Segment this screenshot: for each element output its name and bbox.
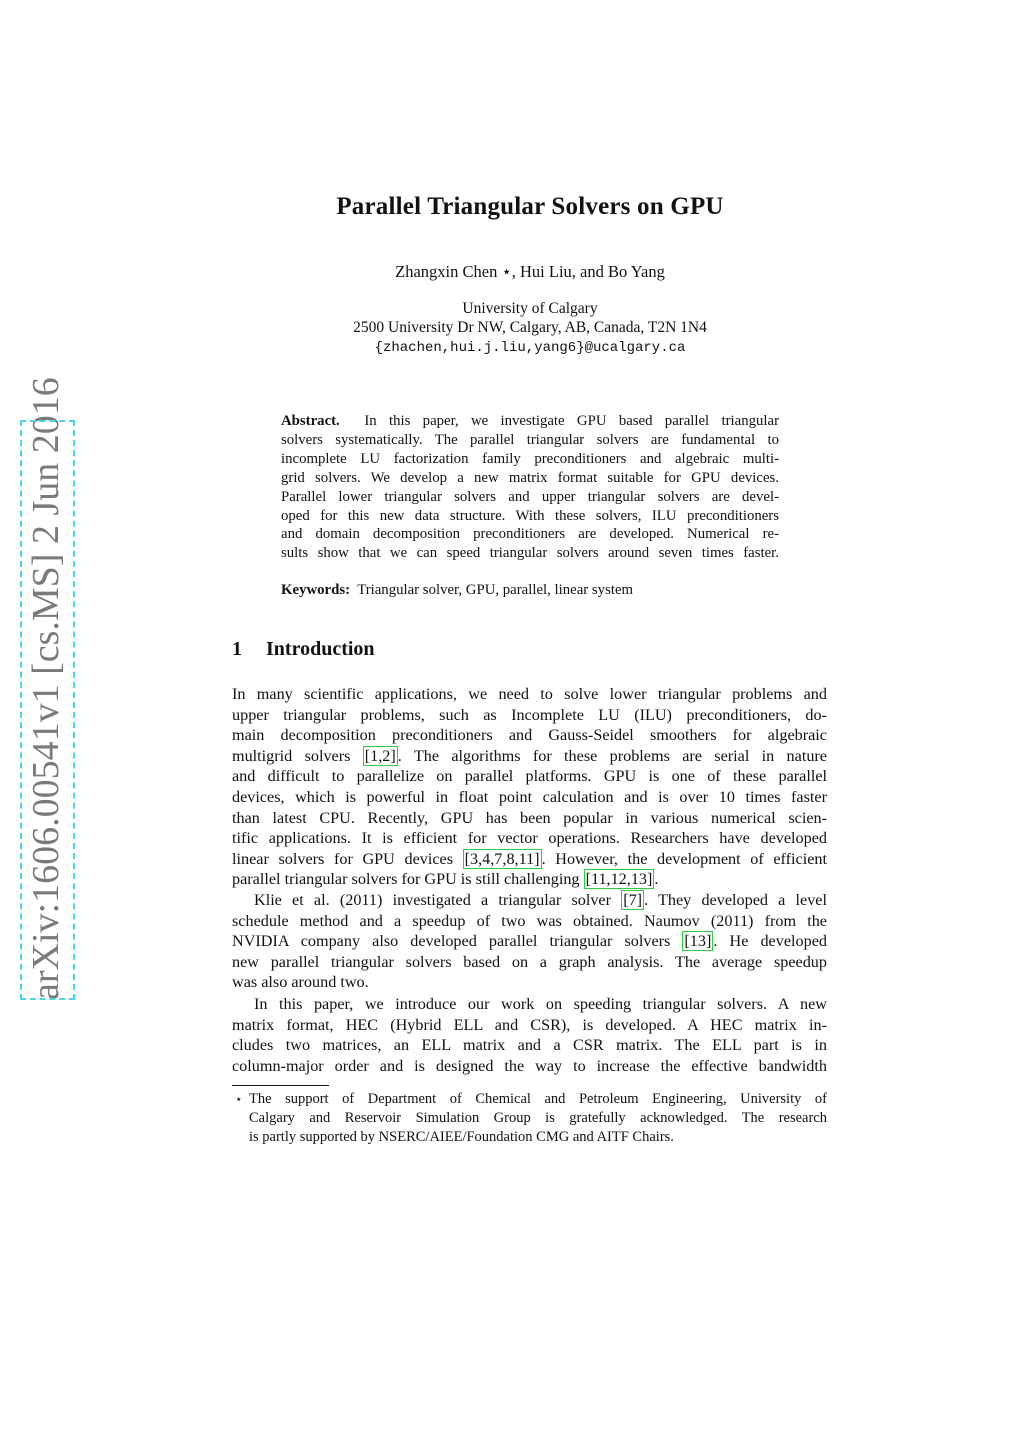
text-line bbox=[232, 849, 827, 870]
text-line: matrix format, HEC (Hybrid ELL and CSR), is developed. A HEC matrix in- bbox=[232, 1015, 827, 1034]
text-line: and difficult to parallelize on parallel platforms. GPU is one of these parallel bbox=[232, 767, 827, 786]
text-line: new parallel triangular solvers based on a graph analysis. The average speedup bbox=[232, 952, 827, 971]
text-fragment: parallel triangular solvers for GPU is still challenging bbox=[232, 870, 584, 889]
text-fragment: Klie et al. (2011) investigated a triangular solver bbox=[254, 891, 622, 909]
section-heading bbox=[232, 638, 375, 661]
citation-link[interactable]: [1,2] bbox=[364, 746, 396, 765]
citation-link[interactable]: [7] bbox=[623, 891, 643, 909]
abstract-line: oped for this new data structure. With these solvers, ILU preconditioners bbox=[281, 507, 779, 524]
abstract-label: Abstract. bbox=[281, 413, 340, 429]
text-line bbox=[232, 931, 827, 952]
footnote-line: Calgary and Reservoir Simulation Group is gratefully acknowledged. The research bbox=[249, 1110, 827, 1126]
text-fragment: . They developed a level bbox=[644, 891, 827, 909]
text-line: main decomposition preconditioners and Gauss-Seidel smoothers for algebraic bbox=[232, 726, 827, 745]
text-fragment: linear solvers for GPU devices bbox=[232, 849, 463, 868]
text-line: than latest CPU. Recently, GPU has been popular in various numerical scien- bbox=[232, 808, 827, 827]
text-line bbox=[232, 746, 827, 767]
citation-link[interactable]: [11,12,13] bbox=[585, 870, 653, 889]
paragraph-3 bbox=[232, 994, 827, 1076]
section-title: Introduction bbox=[266, 638, 375, 660]
text-line: In many scientific applications, we need to solve lower triangular problems and bbox=[232, 685, 827, 703]
text-line: cludes two matrices, an ELL matrix and a CSR matrix. The ELL part is in bbox=[232, 1036, 827, 1055]
abstract-line: grid solvers. We develop a new matrix format suitable for GPU devices. bbox=[281, 469, 779, 486]
author-email[interactable]: {zhachen,hui.j.liu,yang6}@ucalgary.ca bbox=[374, 340, 686, 356]
text-line: schedule method and a speedup of two was obtained. Naumov (2011) from the bbox=[232, 911, 827, 930]
text-line: upper triangular problems, such as Incomplete LU (ILU) preconditioners, do- bbox=[232, 705, 827, 724]
footnote-divider bbox=[232, 1085, 329, 1086]
keywords bbox=[281, 582, 779, 599]
keywords-text: Triangular solver, GPU, parallel, linear system bbox=[357, 582, 634, 598]
affiliation-institution: University of Calgary bbox=[462, 300, 598, 317]
text-fragment: . He developed bbox=[713, 932, 827, 951]
footnote bbox=[232, 1090, 827, 1147]
citation-link[interactable]: [13] bbox=[684, 932, 712, 951]
paragraph-1 bbox=[232, 684, 827, 890]
author-list: Zhangxin Chen ⋆, Hui Liu, and Bo Yang bbox=[395, 262, 665, 281]
text-line: tific applications. It is efficient for vector operations. Researchers have developed bbox=[232, 829, 827, 848]
abstract-line: solvers systematically. The parallel triangular solvers are fundamental to bbox=[281, 431, 779, 448]
abstract-line: and domain decomposition preconditioners are developed. Numerical re- bbox=[281, 526, 779, 543]
abstract-line: In this paper, we investigate GPU based parallel triangular bbox=[364, 413, 779, 429]
text-fragment: multigrid solvers bbox=[232, 746, 363, 765]
text-fragment: . The algorithms for these problems are serial in nature bbox=[397, 746, 827, 765]
citation-link[interactable]: [3,4,7,8,11] bbox=[464, 849, 540, 868]
text-fragment: . bbox=[654, 870, 659, 889]
footnote-line: is partly supported by NSERC/AIEE/Foundation CMG and AITF Chairs. bbox=[249, 1129, 674, 1145]
paper-title: Parallel Triangular Solvers on GPU bbox=[336, 193, 724, 220]
text-fragment: . However, the development of efficient bbox=[541, 849, 827, 868]
text-line: was also around two. bbox=[232, 973, 369, 992]
abstract-line: Parallel lower triangular solvers and upper triangular solvers are devel- bbox=[281, 488, 779, 505]
paragraph-2 bbox=[232, 890, 827, 993]
abstract bbox=[281, 412, 779, 563]
keywords-label: Keywords: bbox=[281, 582, 351, 598]
text-line bbox=[232, 890, 827, 911]
abstract-line: incomplete LU factorization family preconditioners and algebraic multi- bbox=[281, 450, 779, 467]
text-line: In this paper, we introduce our work on speeding triangular solvers. A new bbox=[254, 995, 827, 1013]
footnote-line: The support of Department of Chemical and Petroleum Engineering, University of bbox=[249, 1091, 827, 1107]
text-line: devices, which is powerful in float point calculation and is over 10 times faster bbox=[232, 787, 827, 806]
abstract-line: sults show that we can speed triangular solvers around seven times faster. bbox=[281, 545, 779, 562]
text-fragment: NVIDIA company also developed parallel triangular solvers bbox=[232, 932, 683, 951]
footnote-mark: ⋆ bbox=[235, 1092, 243, 1106]
text-line: column-major order and is designed the way to increase the effective bandwidth bbox=[232, 1056, 827, 1075]
section-number: 1 bbox=[232, 638, 242, 660]
text-line bbox=[232, 869, 827, 890]
affiliation-address: 2500 University Dr NW, Calgary, AB, Canada, T2N 1N4 bbox=[353, 319, 707, 336]
arxiv-stamp[interactable]: arXiv:1606.00541v1 [cs.MS] 2 Jun 2016 bbox=[20, 420, 75, 1000]
